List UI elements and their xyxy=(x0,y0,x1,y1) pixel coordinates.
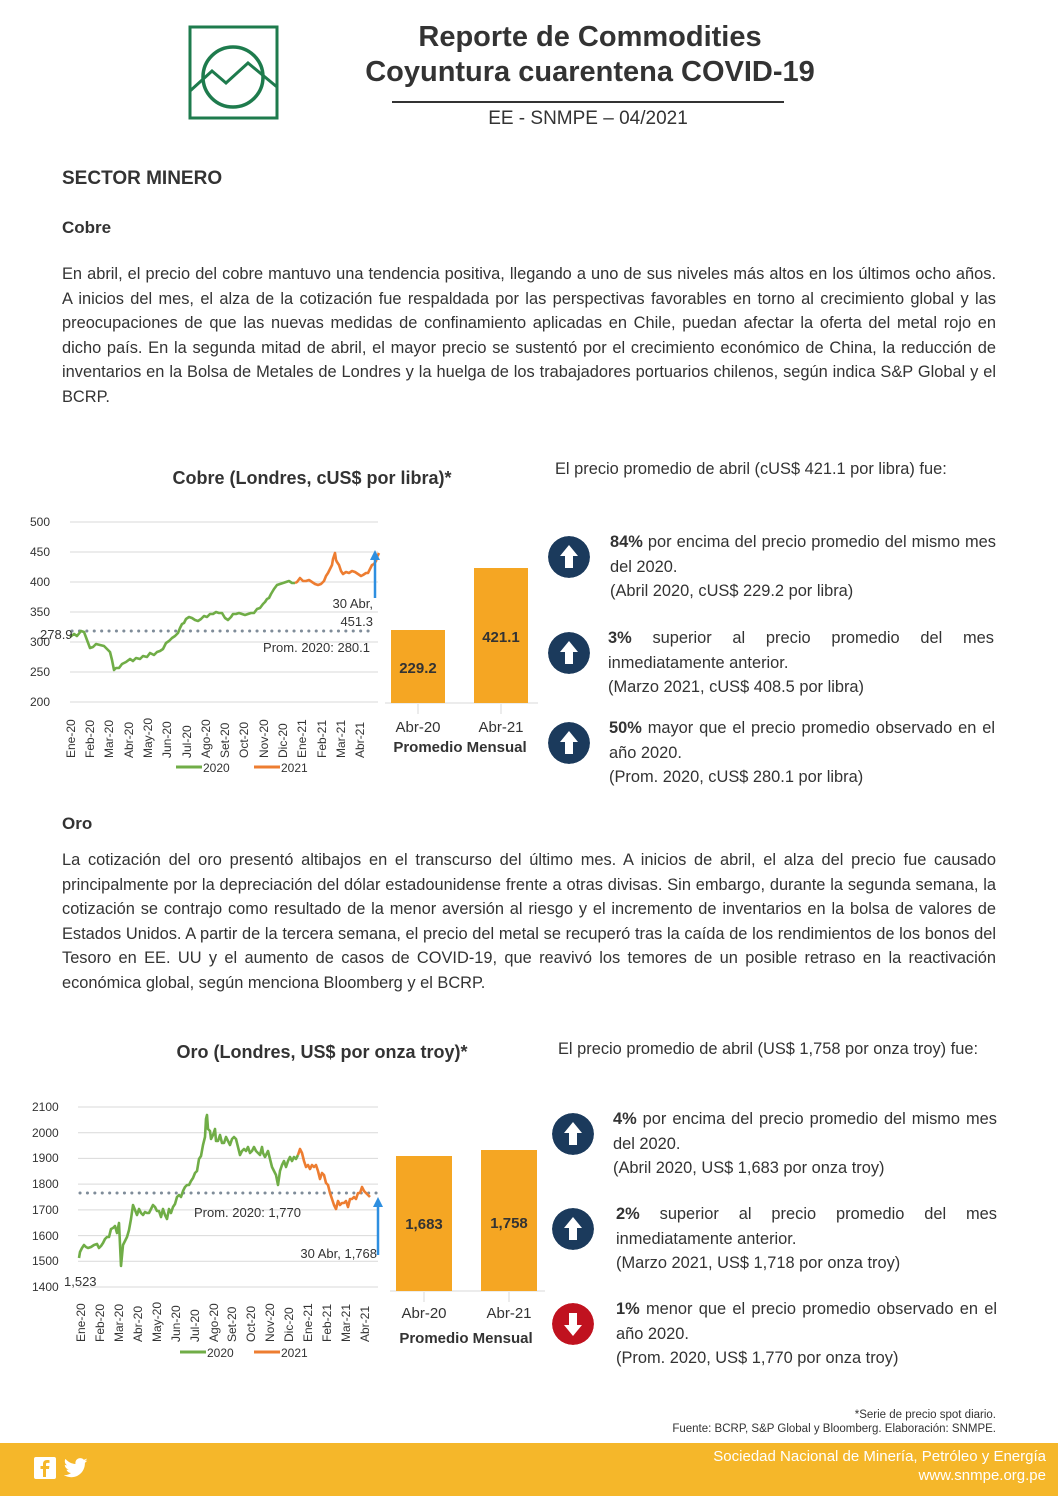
report-subtitle: EE - SNMPE – 04/2021 xyxy=(488,108,688,129)
svg-text:421.1: 421.1 xyxy=(482,629,520,646)
report-title xyxy=(300,20,880,90)
svg-text:1700: 1700 xyxy=(32,1203,59,1217)
snmpe-logo-icon xyxy=(188,25,279,120)
cobre-stat-3: 50% mayor que el precio promedio observado en el año 2020. (Prom. 2020, cUS$ 280.1 por libra) xyxy=(548,722,998,802)
svg-text:250: 250 xyxy=(30,665,51,679)
svg-text:400: 400 xyxy=(30,575,51,589)
svg-text:Ago-20: Ago-20 xyxy=(199,719,213,758)
oro-chart-title: Oro (Londres, US$ por onza troy)* xyxy=(176,1042,468,1062)
cobre-end-label-1: 30 Abr, xyxy=(332,596,373,611)
svg-text:Mar-20: Mar-20 xyxy=(112,1303,126,1342)
oro-x-axis xyxy=(74,1302,372,1342)
svg-text:May-20: May-20 xyxy=(150,1301,164,1342)
svg-text:Abr-20: Abr-20 xyxy=(131,1305,145,1342)
svg-text:Ene-20: Ene-20 xyxy=(64,719,78,758)
svg-text:Abr-20: Abr-20 xyxy=(122,721,136,758)
report-header xyxy=(0,0,1058,150)
svg-text:May-20: May-20 xyxy=(141,717,155,758)
cobre-legend xyxy=(176,761,308,775)
org-name: Sociedad Nacional de Minería, Petróleo y Energía xyxy=(713,1448,1046,1465)
svg-text:Abr-21: Abr-21 xyxy=(486,1305,532,1322)
svg-text:1,683: 1,683 xyxy=(405,1216,443,1233)
svg-text:Dic-20: Dic-20 xyxy=(276,723,290,758)
arrow-down-circle-icon xyxy=(552,1303,594,1345)
svg-text:229.2: 229.2 xyxy=(399,660,437,677)
svg-text:Jun-20: Jun-20 xyxy=(160,721,174,758)
arrow-up-circle-icon xyxy=(548,536,590,578)
svg-text:2020: 2020 xyxy=(207,1346,234,1360)
facebook-icon[interactable] xyxy=(34,1457,56,1479)
svg-text:1,758: 1,758 xyxy=(490,1215,528,1232)
oro-end-label: 30 Abr, 1,768 xyxy=(300,1246,377,1261)
title-line-2: Coyuntura cuarentena COVID-19 xyxy=(365,56,815,88)
cobre-paragraph: En abril, el precio del cobre mantuvo una tendencia positiva, llegando a uno de sus niveles más altos en los últimos ocho años. A inicios del mes, el alza de la cotización fue respaldada por las perspectivas favorables en torno al crecimiento global y las preocupaciones de que las nuevas medidas de confinamiento aplicadas en Chile, puedan afectar la oferta del metal rojo en dicho país. En la segunda mitad de abril, el mayor precio se sustentó por el crecimiento económico de China, la reducción de inventarios en la Bolsa de Metales de Londres y la huelga de los trabajadores portuarios chilenos, según indica S&P Global y el BCRP. xyxy=(62,265,996,406)
oro-line-chart xyxy=(30,1095,550,1365)
svg-text:Promedio Mensual: Promedio Mensual xyxy=(399,1330,533,1347)
svg-text:300: 300 xyxy=(30,635,51,649)
cobre-start-label: 278.9 xyxy=(40,627,73,642)
oro-intro: El precio promedio de abril (US$ 1,758 por onza troy) fue: xyxy=(558,1040,979,1058)
svg-text:1800: 1800 xyxy=(32,1177,59,1191)
cobre-line-chart xyxy=(30,510,550,780)
svg-text:Ene-20: Ene-20 xyxy=(74,1303,88,1342)
svg-text:Mar-21: Mar-21 xyxy=(334,719,348,758)
svg-text:Ene-21: Ene-21 xyxy=(301,1303,315,1342)
svg-text:2000: 2000 xyxy=(32,1126,59,1140)
cobre-avg-label: Prom. 2020: 280.1 xyxy=(263,640,370,655)
svg-text:1900: 1900 xyxy=(32,1151,59,1165)
svg-text:Oct-20: Oct-20 xyxy=(237,721,251,758)
svg-text:Feb-20: Feb-20 xyxy=(93,1303,107,1342)
svg-text:Set-20: Set-20 xyxy=(218,722,232,758)
footnote xyxy=(672,1408,996,1436)
svg-text:Oct-20: Oct-20 xyxy=(244,1305,258,1342)
cobre-chart-title: Cobre (Londres, cUS$ por libra)* xyxy=(172,468,452,488)
svg-text:Feb-21: Feb-21 xyxy=(320,1303,334,1342)
section-title: SECTOR MINERO xyxy=(62,168,223,189)
oro-stat-2: 2% superior al precio promedio del mes inmediatamente anterior. (Marzo 2021, US$ 1,718 por onza troy) xyxy=(552,1208,1002,1288)
arrow-up-circle-icon xyxy=(552,1113,594,1155)
cobre-heading: Cobre xyxy=(62,218,112,237)
svg-text:2021: 2021 xyxy=(281,761,308,775)
cobre-end-label-2: 451.3 xyxy=(340,614,373,629)
cobre-stat-1: 84% por encima del precio promedio del mismo mes del 2020. (Abril 2020, cUS$ 229.2 por libra) xyxy=(548,536,998,616)
svg-text:Ago-20: Ago-20 xyxy=(207,1303,221,1342)
svg-text:Abr-21: Abr-21 xyxy=(478,719,524,736)
svg-text:Nov-20: Nov-20 xyxy=(263,1303,277,1342)
svg-text:Abr-20: Abr-20 xyxy=(395,719,441,736)
svg-text:Jul-20: Jul-20 xyxy=(180,725,194,758)
svg-text:2021: 2021 xyxy=(281,1346,308,1360)
cobre-x-axis xyxy=(64,718,367,758)
oro-paragraph: La cotización del oro presentó altibajos en el transcurso del último mes. A inicios de abril, el alza del precio fue causado principalmente por la depreciación del dólar estadounidense frente a otras divisas. Sin embargo, durante la segunda semana, la cotización se contrajo como resultado de la menor aversión al riesgo y el incremento de inventarios en la bolsa de valores de Estados Unidos. A partir de la tercera semana, el precio del metal se recuperó tras la caída de los rendimientos de los bonos del Tesoro en EE. UU y el aumento de casos de COVID-19, que reavivó los temores de un posible retraso en la reactivación económica global, según menciona Bloomberg y el BCRP. xyxy=(62,851,996,992)
svg-text:Abr-21: Abr-21 xyxy=(358,1305,372,1342)
svg-text:Mar-20: Mar-20 xyxy=(102,719,116,758)
svg-text:Jul-20: Jul-20 xyxy=(188,1309,202,1342)
svg-text:1500: 1500 xyxy=(32,1254,59,1268)
footnote-line-1: *Serie de precio spot diario. xyxy=(854,1409,996,1421)
svg-text:450: 450 xyxy=(30,545,51,559)
oro-start-label: 1,523 xyxy=(64,1274,97,1289)
svg-text:2100: 2100 xyxy=(32,1100,59,1114)
oro-stat-3: 1% menor que el precio promedio observado en el año 2020. (Prom. 2020, US$ 1,770 por onza troy) xyxy=(552,1303,1002,1383)
footer-org xyxy=(713,1447,1046,1485)
footnote-source: Fuente: BCRP, S&P Global y Bloomberg. Elaboración: SNMPE. xyxy=(672,1423,996,1435)
svg-text:200: 200 xyxy=(30,695,51,709)
title-divider xyxy=(392,101,784,103)
svg-text:Abr-21: Abr-21 xyxy=(353,721,367,758)
svg-text:350: 350 xyxy=(30,605,51,619)
title-line-1: Reporte de Commodities xyxy=(418,21,762,53)
svg-text:Promedio Mensual: Promedio Mensual xyxy=(393,739,527,756)
svg-text:Set-20: Set-20 xyxy=(225,1306,239,1342)
svg-text:1600: 1600 xyxy=(32,1229,59,1243)
svg-text:Feb-21: Feb-21 xyxy=(315,719,329,758)
footer-bar xyxy=(0,1443,1058,1496)
svg-text:Nov-20: Nov-20 xyxy=(257,719,271,758)
cobre-intro: El precio promedio de abril (cUS$ 421.1 por libra) fue: xyxy=(555,460,947,478)
svg-text:500: 500 xyxy=(30,515,51,529)
oro-heading: Oro xyxy=(62,814,93,833)
svg-text:Abr-20: Abr-20 xyxy=(401,1305,447,1322)
svg-text:Dic-20: Dic-20 xyxy=(282,1307,296,1342)
svg-text:Mar-21: Mar-21 xyxy=(339,1303,353,1342)
oro-stat-1: 4% por encima del precio promedio del mismo mes del 2020. (Abril 2020, US$ 1,683 por onza troy) xyxy=(552,1113,1002,1193)
twitter-icon[interactable] xyxy=(64,1457,88,1479)
cobre-stat-2: 3% superior al precio promedio del mes inmediatamente anterior. (Marzo 2021, cUS$ 408.5 por libra) xyxy=(548,632,998,712)
svg-text:Feb-20: Feb-20 xyxy=(83,719,97,758)
svg-text:2020: 2020 xyxy=(203,761,230,775)
svg-text:Jun-20: Jun-20 xyxy=(169,1305,183,1342)
arrow-up-circle-icon xyxy=(552,1208,594,1250)
oro-avg-label: Prom. 2020: 1,770 xyxy=(194,1205,301,1220)
arrow-up-circle-icon xyxy=(548,722,590,764)
arrow-up-circle-icon xyxy=(548,632,590,674)
svg-text:Ene-21: Ene-21 xyxy=(295,719,309,758)
social-links xyxy=(34,1457,88,1479)
svg-text:1400: 1400 xyxy=(32,1280,59,1294)
oro-legend xyxy=(180,1346,308,1360)
org-url-link[interactable]: www.snmpe.org.pe xyxy=(918,1467,1046,1484)
